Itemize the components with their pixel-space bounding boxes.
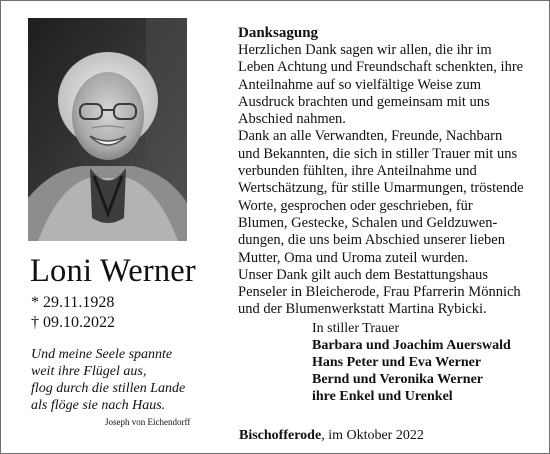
mourners-list (312, 337, 511, 405)
mourner-name: Bernd und Veronika Werner (312, 372, 484, 387)
poem-author: Joseph von Eichendorff (105, 417, 191, 427)
thanks-line: Anteilnahme auf so vielfältige Weise zum (238, 76, 481, 93)
thanks-line: und der Blumenwerkstatt Martina Rybicki. (238, 301, 487, 318)
mourner-name: Hans Peter und Eva Werner (312, 355, 482, 370)
place-date: , im Oktober 2022 (321, 428, 424, 443)
place-and-date (239, 427, 424, 444)
thanks-line: und Bekannten, die sich in stiller Trauer mit uns (238, 145, 518, 162)
thanks-line: Blumen, Gestecke, Schalen und Geldzuwen- (238, 214, 498, 231)
mourners-intro: In stiller Trauer (312, 321, 400, 336)
thanks-line: Unser Dank gilt auch dem Bestattungshaus (238, 266, 489, 283)
thanks-line: Mutter, Oma und Uroma zuteil wurden. (238, 249, 469, 266)
thanks-text (238, 42, 524, 319)
thanks-line: Wertschätzung, für stille Umarmungen, tröstende (238, 180, 524, 197)
death-date: † 09.10.2022 (31, 314, 115, 331)
thanks-line: Ausdruck brachten und gemeinsam mit uns (238, 93, 490, 110)
thanks-line: Leben Achtung und Freundschaft schenkten, ihre (238, 59, 524, 76)
thanks-line: Penseler in Bleicherode, Frau Pfarrerin Mönnich (238, 284, 521, 301)
thanks-line: Worte, gesprochen oder geschrieben, für (238, 197, 473, 214)
thanks-line: Dank an alle Verwandten, Freunde, Nachbarn (238, 128, 503, 145)
portrait-photo (28, 18, 187, 241)
birth-date: * 29.11.1928 (31, 294, 115, 311)
poem-line: flog durch die stillen Lande (31, 381, 186, 396)
poem-line: als flöge sie nach Haus. (31, 398, 166, 413)
thanks-heading: Danksagung (238, 25, 319, 41)
mourner-name: ihre Enkel und Urenkel (312, 389, 453, 404)
thanks-line: Abschied nahmen. (238, 111, 346, 128)
thanks-line: Herzlichen Dank sagen wir allen, die ihr im (238, 42, 492, 58)
poem-line: Und meine Seele spannte (31, 347, 173, 362)
poem (31, 346, 185, 414)
poem-line: weit ihre Flügel aus, (31, 364, 147, 379)
place-town: Bischofferode (239, 428, 322, 443)
portrait-image (28, 18, 187, 241)
thanks-line: dungen, die uns beim Abschied unserer lieben (238, 232, 505, 249)
thanks-line: verbunden fühlten, ihre Anteilnahme und (238, 163, 477, 180)
deceased-name: Loni Werner (30, 253, 196, 289)
mourner-name: Barbara und Joachim Auerswald (312, 338, 511, 353)
